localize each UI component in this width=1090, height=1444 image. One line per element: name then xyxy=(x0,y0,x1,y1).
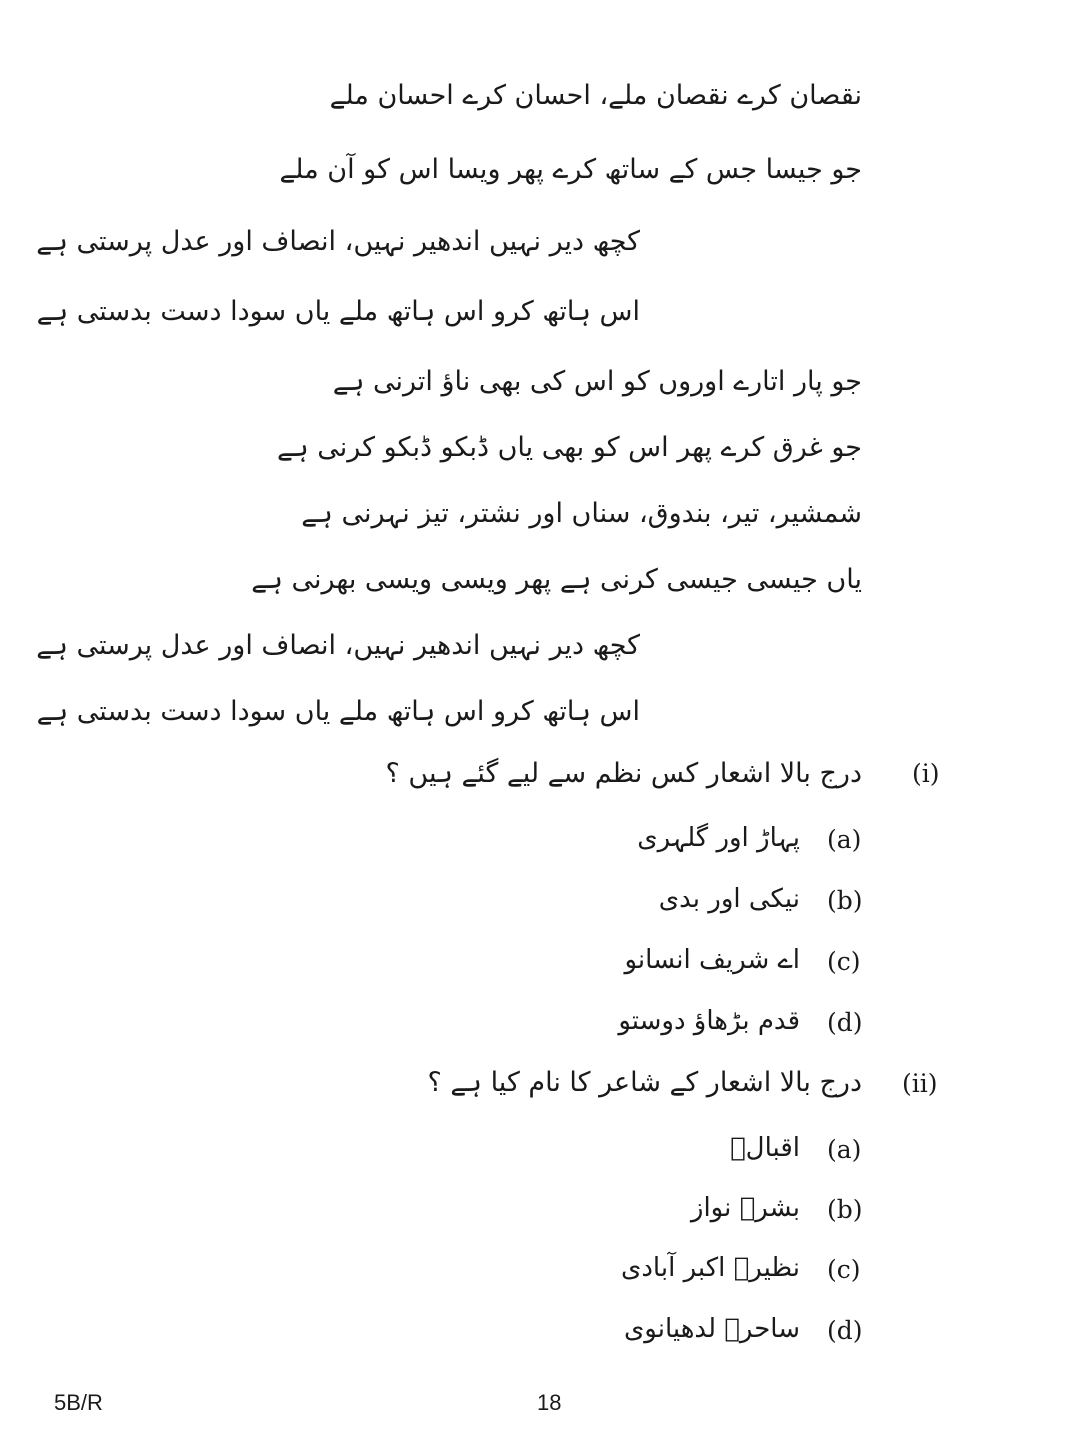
question-2-option-d-label: (d) xyxy=(827,1316,863,1345)
question-1-option-b-text: نیکی اور بدی xyxy=(658,884,800,914)
question-1-option-d-text: قدم بڑھاؤ دوستو xyxy=(618,1006,800,1036)
question-1-option-a-label: (a) xyxy=(827,825,862,854)
poem-line-10: اس ہاتھ کرو اس ہاتھ ملے یاں سودا دست بدستی ہے xyxy=(36,696,640,727)
poem-line-2: جو جیسا جس کے ساتھ کرے پھر ویسا اس کو آن ملے xyxy=(279,154,862,185)
poem-line-3: کچھ دیر نہیں اندھیر نہیں، انصاف اور عدل پرستی ہے xyxy=(36,226,640,257)
question-2-option-d-text: ساحرؔ لدھیانوی xyxy=(623,1314,800,1344)
footer-page-number: 18 xyxy=(537,1390,562,1415)
question-2-option-a-label: (a) xyxy=(827,1135,862,1164)
poem-line-9: کچھ دیر نہیں اندھیر نہیں، انصاف اور عدل پرستی ہے xyxy=(36,630,640,661)
poem-line-7: شمشیر، تیر، بندوق، سناں اور نشتر، تیز نہرنی ہے xyxy=(301,498,862,529)
question-2-option-a-text: اقبالؔ xyxy=(730,1133,800,1163)
poem-line-5: جو پار اتارے اوروں کو اس کی بھی ناؤ اترنی ہے xyxy=(332,366,862,397)
question-2-option-c-label: (c) xyxy=(827,1255,861,1284)
poem-line-8: یاں جیسی جیسی کرنی ہے پھر ویسی ویسی بھرنی ہے xyxy=(251,564,862,595)
question-2-option-c-text: نظیرؔ اکبر آبادی xyxy=(621,1253,800,1283)
question-2-text: درج بالا اشعار کے شاعر کا نام کیا ہے ؟ xyxy=(427,1067,862,1098)
poem-line-1: نقصان کرے نقصان ملے، احسان کرے احسان ملے xyxy=(329,80,862,111)
question-2-option-b-label: (b) xyxy=(827,1195,863,1224)
question-1-option-c-text: اے شریف انسانو xyxy=(624,945,800,975)
poem-line-6: جو غرق کرے پھر اس کو بھی یاں ڈبکو ڈبکو کرنی ہے xyxy=(277,432,862,463)
question-1-text: درج بالا اشعار کس نظم سے لیے گئے ہیں ؟ xyxy=(385,758,862,789)
question-1-option-c-label: (c) xyxy=(827,947,861,976)
question-2-option-b-text: بشرؔ نواز xyxy=(690,1193,800,1223)
question-1-option-d-label: (d) xyxy=(827,1008,863,1037)
footer-paper-code: 5B/R xyxy=(54,1390,103,1415)
question-1-option-b-label: (b) xyxy=(827,886,863,915)
question-1-number: (i) xyxy=(912,759,940,788)
question-2-number: (ii) xyxy=(902,1069,938,1098)
poem-line-4: اس ہاتھ کرو اس ہاتھ ملے یاں سودا دست بدستی ہے xyxy=(36,296,640,327)
question-1-option-a-text: پہاڑ اور گلہری xyxy=(637,823,800,853)
